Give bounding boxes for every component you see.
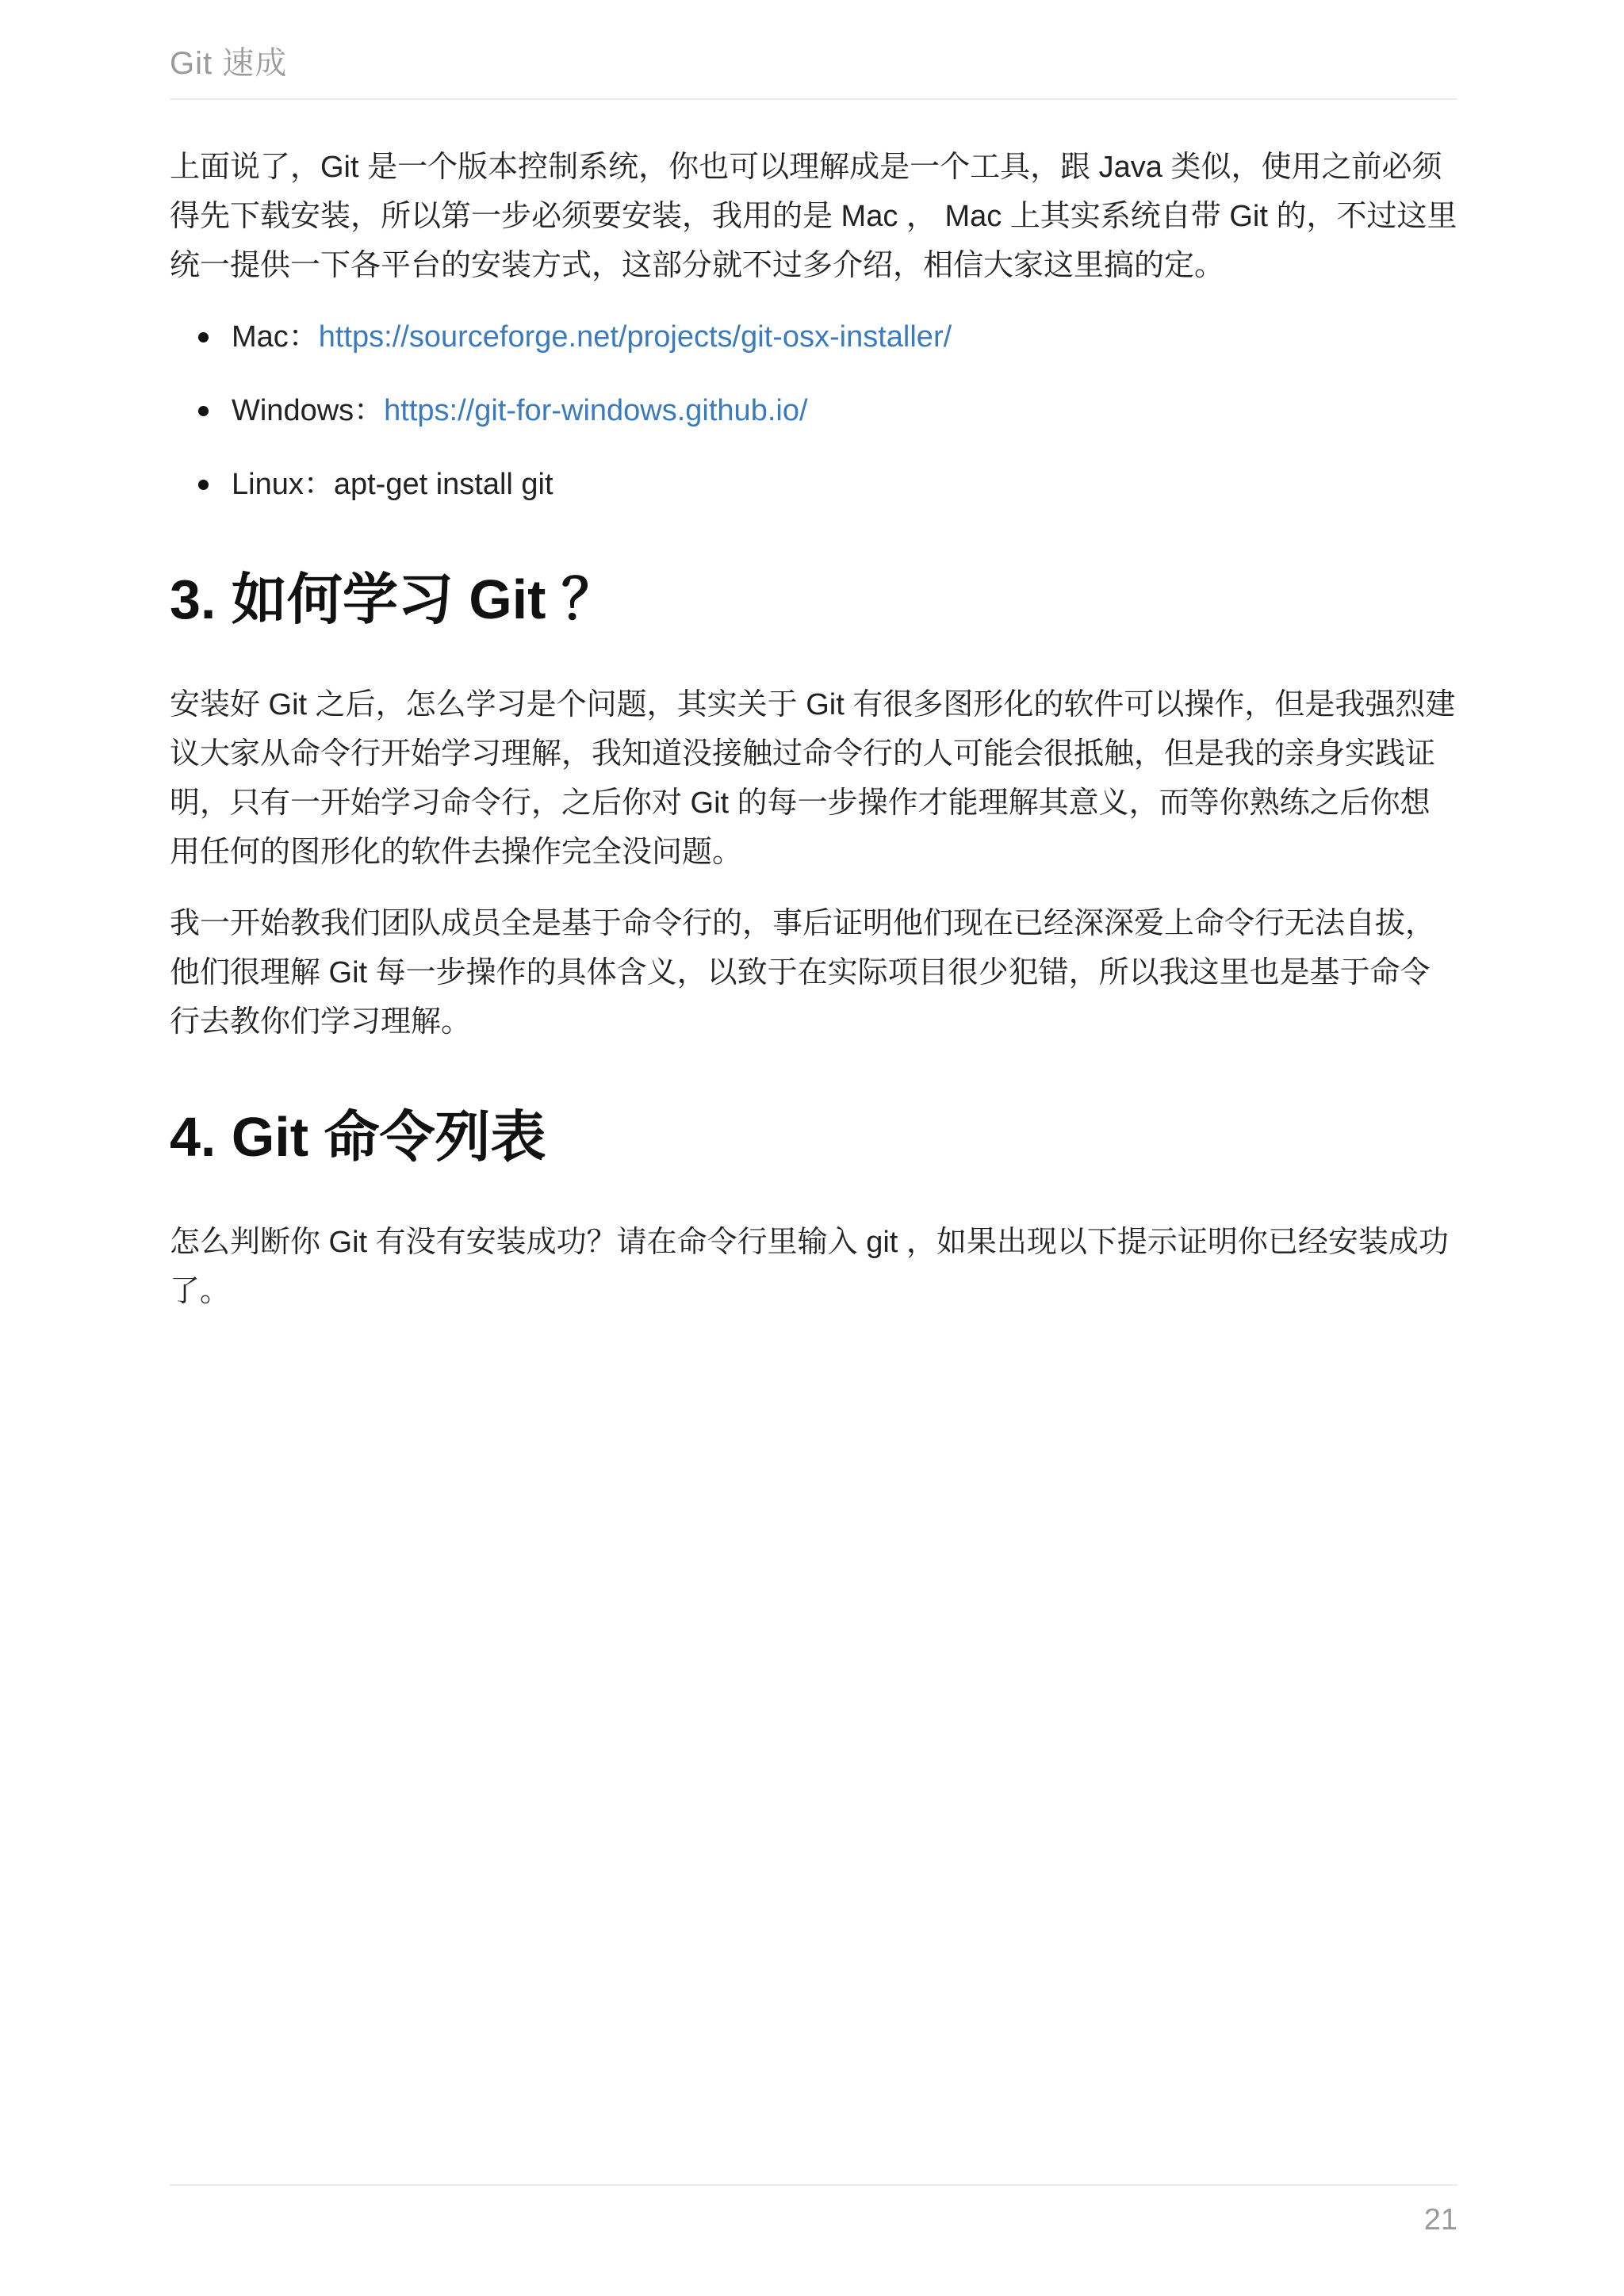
header-title: Git 速成 (170, 46, 288, 81)
section-4-paragraph: 怎么判断你 Git 有没有安装成功？请在命令行里输入 git ，如果出现以下提示证明你已经安装成功了。 (170, 1226, 1449, 1308)
windows-installer-link[interactable]: https://git-for-windows.github.io/ (384, 394, 808, 427)
bullet-icon (198, 480, 209, 490)
list-item-linux (232, 460, 1457, 509)
page-footer (170, 2184, 1457, 2249)
mac-installer-link[interactable]: https://sourceforge.net/projects/git-osx-installer/ (318, 320, 952, 354)
section-3-heading: 3. 如何学习 Git ？ (170, 568, 617, 630)
bullet-icon (198, 332, 209, 342)
list-item-mac (232, 312, 1457, 362)
page-content (170, 143, 1457, 1338)
list-item-label: Windows： (232, 394, 385, 427)
intro-paragraph: 上面说了，Git 是一个版本控制系统，你也可以理解成是一个工具，跟 Java 类似，使用之前必须得先下载安装，所以第一步必须要安装，我用的是 Mac ， Mac 上其实系统自带 Git 的，不过这里统一提供一下各平台的安装方式，这部分就不过多介绍，相信大家这里搞的定。 (170, 151, 1457, 282)
section-3-paragraph-1: 安装好 Git 之后，怎么学习是个问题，其实关于 Git 有很多图形化的软件可以操作，但是我强烈建议大家从命令行开始学习理解，我知道没接触过命令行的人可能会很抵触，但是我的亲身实践证明，只有一开始学习命令行，之后你对 Git 的每一步操作才能理解其意义，而等你熟练之后你想用任何的图形化的软件去操作完全没问题。 (170, 688, 1456, 869)
page-number: 21 (1423, 2203, 1457, 2237)
section-4-heading: 4. Git 命令列表 (170, 1106, 546, 1168)
list-item-label: Mac： (232, 320, 319, 354)
page-header (170, 32, 1457, 100)
install-list (170, 312, 1457, 509)
list-item-label: Linux：apt-get install git (232, 468, 553, 501)
bullet-icon (198, 406, 209, 416)
section-3-paragraph-2: 我一开始教我们团队成员全是基于命令行的，事后证明他们现在已经深深爱上命令行无法自拔，他们很理解 Git 每一步操作的具体含义，以致于在实际项目很少犯错，所以我这里也是基于命令行去教你们学习理解。 (170, 907, 1436, 1039)
list-item-windows (232, 386, 1457, 435)
